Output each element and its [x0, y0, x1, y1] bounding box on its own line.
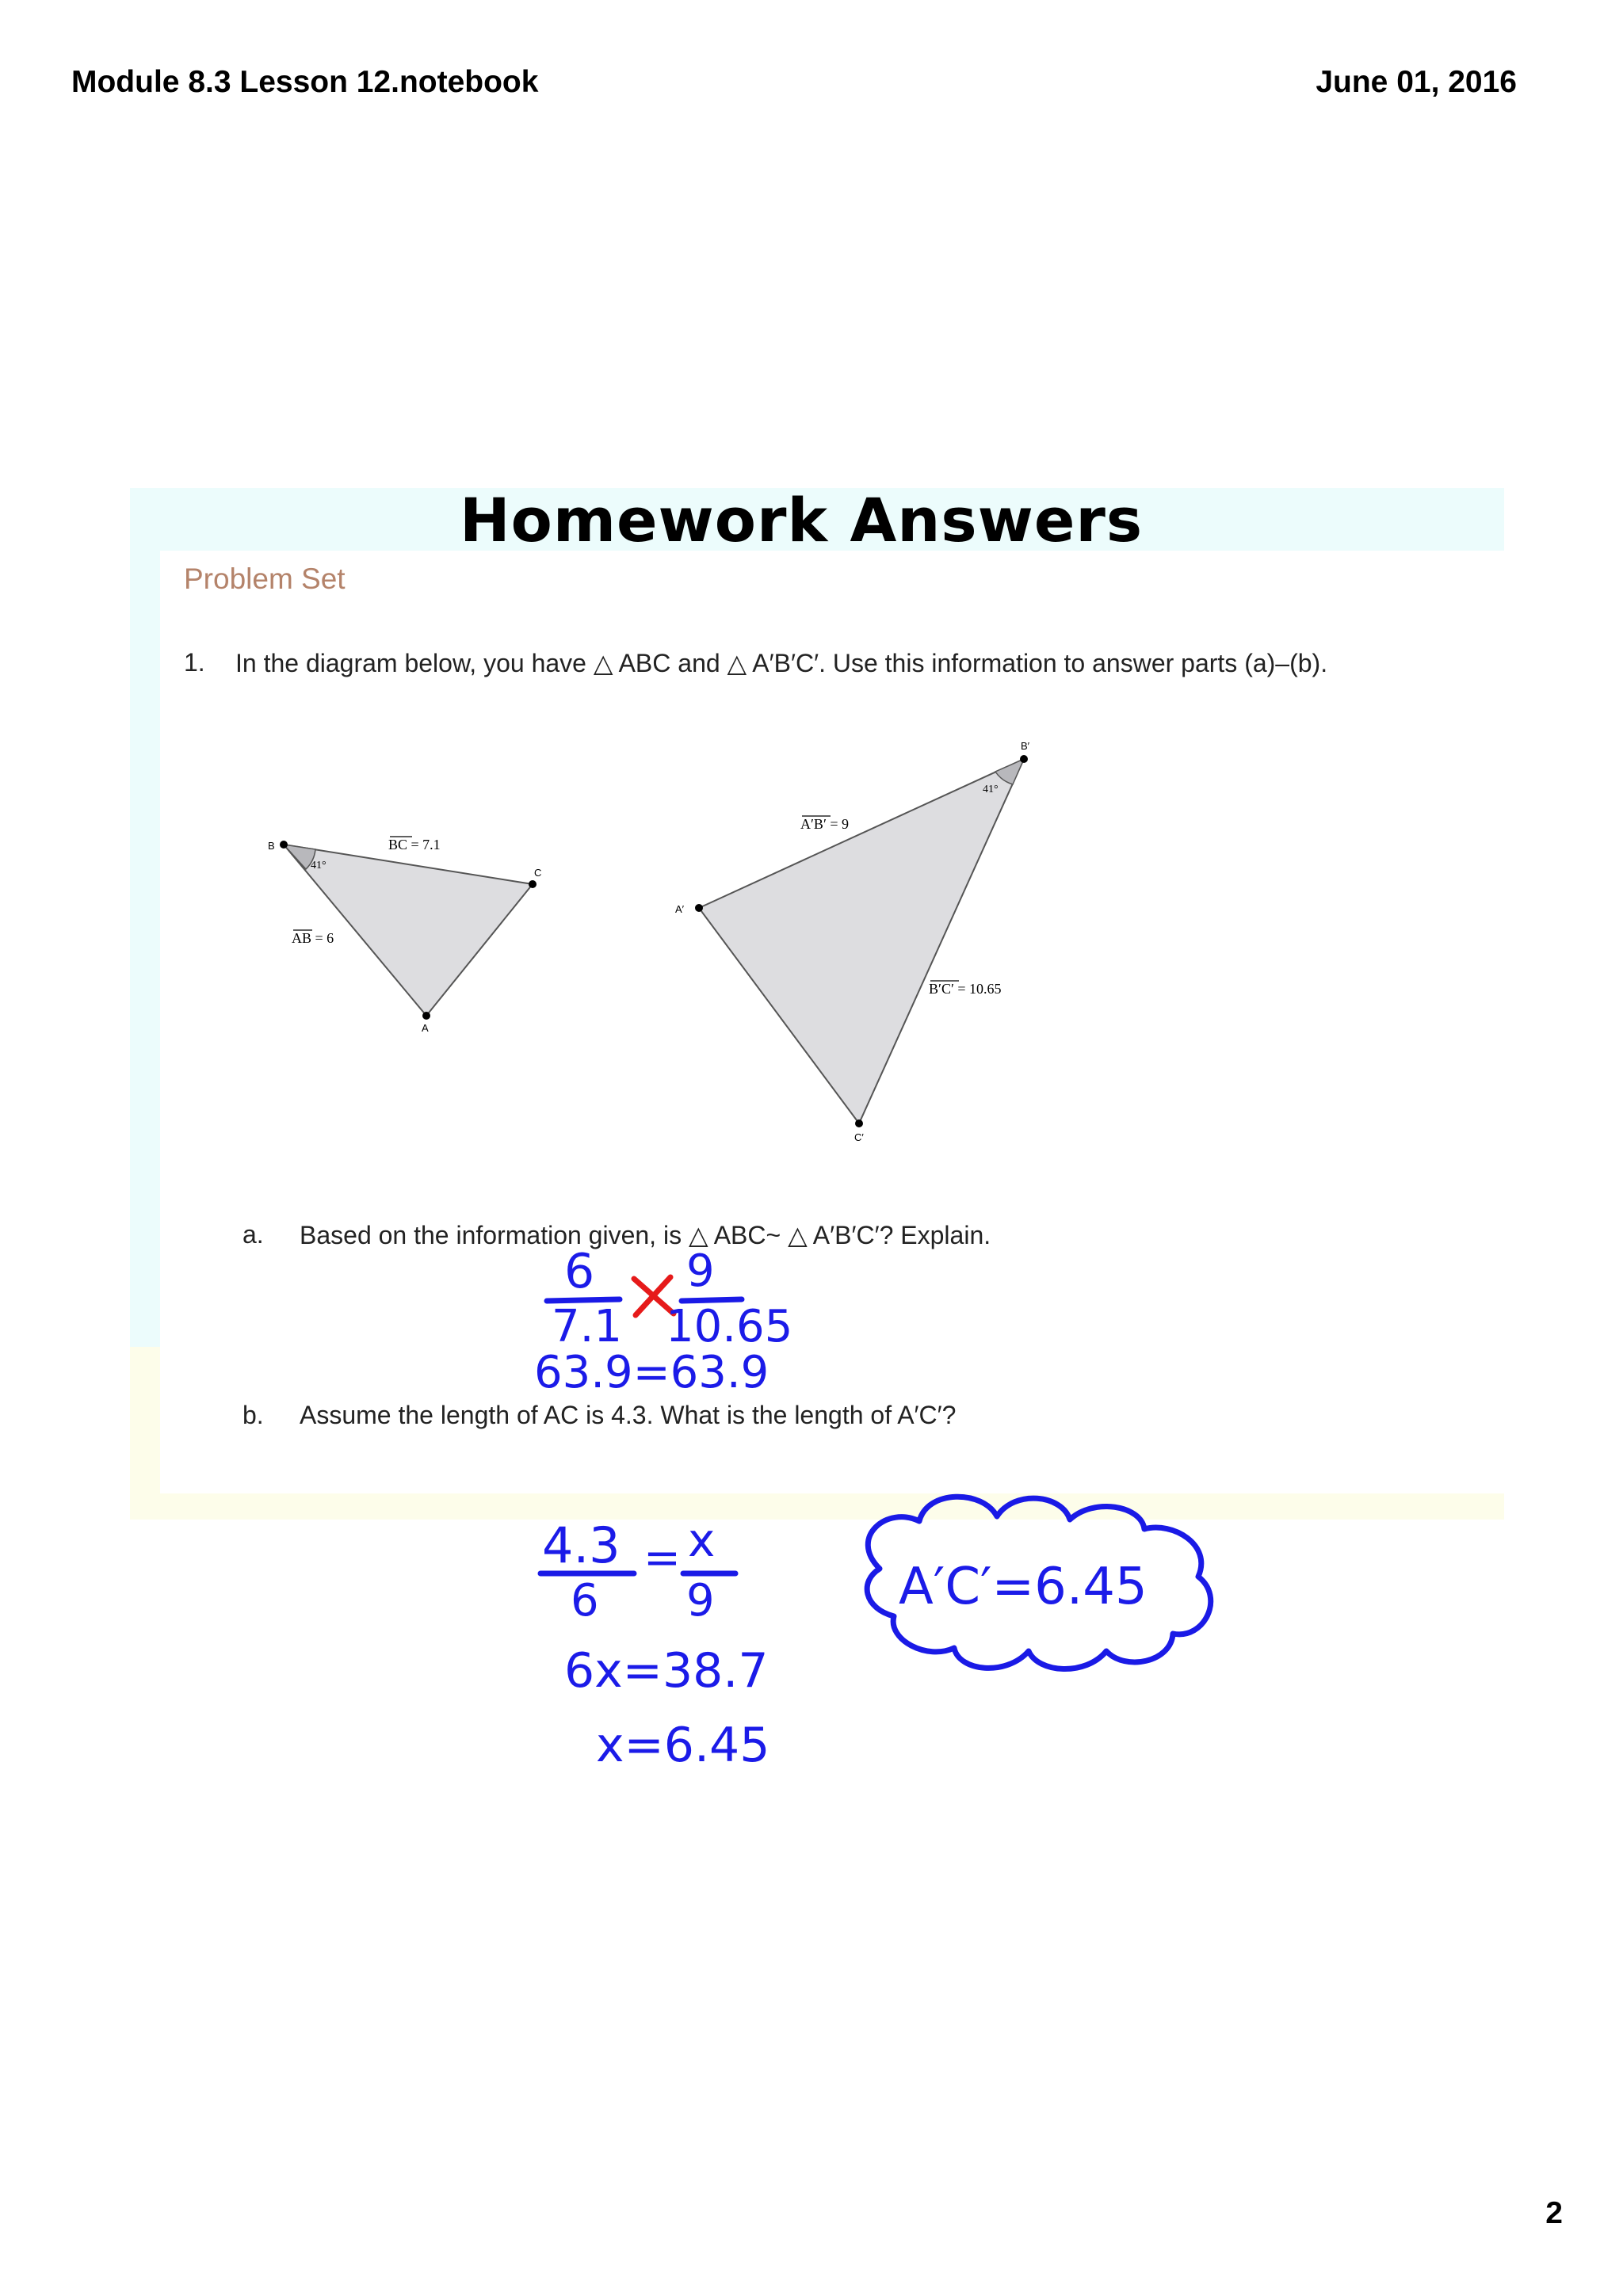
small-vertex-b-label: B — [268, 840, 275, 852]
large-vertex-c-dot — [855, 1119, 863, 1127]
hand-a-den-right: 10.65 — [666, 1301, 793, 1352]
large-vertex-a-label: A′ — [675, 903, 685, 915]
small-vertex-c-label: C — [534, 867, 542, 879]
large-vertex-b-label: B′ — [1021, 740, 1030, 752]
small-vertex-a-dot — [422, 1012, 430, 1020]
large-angle-label: 41° — [983, 784, 999, 795]
small-side-bc-label: BC = 7.1 — [388, 837, 441, 852]
part-a-letter: a. — [242, 1220, 264, 1249]
hand-b-answer: A′C′=6.45 — [899, 1558, 1148, 1616]
hand-b-num-left: 4.3 — [542, 1516, 621, 1574]
large-side-ab-label: A′B′ = 9 — [800, 816, 850, 832]
hand-b-step-1: 6x=38.7 — [564, 1643, 769, 1699]
small-angle-label: 41° — [311, 860, 327, 871]
small-vertex-b-dot — [280, 841, 288, 849]
question-1-number: 1. — [184, 648, 205, 677]
question-1-text: In the diagram below, you have △ ABC and △ A′B′C′. Use this information to answer parts (a)–(b). — [235, 649, 1328, 677]
hand-b-step-2: x=6.45 — [596, 1718, 770, 1773]
hand-a-cross-products: 63.9=63.9 — [534, 1347, 769, 1398]
hand-b-den-left: 6 — [571, 1575, 599, 1627]
page-number: 2 — [1545, 2196, 1563, 2230]
page-date: June 01, 2016 — [1316, 65, 1517, 99]
hand-b-num-right: x — [688, 1513, 716, 1567]
part-b-text: Assume the length of AC is 4.3. What is the length of A′C′? — [300, 1401, 957, 1429]
slide-title: Homework Answers — [460, 485, 1144, 555]
hand-b-equals: = — [643, 1532, 681, 1584]
hand-a-num-left: 6 — [564, 1244, 595, 1299]
part-a-text: Based on the information given, is △ ABC~ △ A′B′C′? Explain. — [300, 1221, 991, 1249]
hand-a-num-right: 9 — [686, 1245, 715, 1297]
large-triangle — [699, 759, 1024, 1123]
problem-set-heading: Problem Set — [184, 563, 346, 595]
hand-a-den-left: 7.1 — [552, 1301, 623, 1352]
part-b-letter: b. — [242, 1401, 264, 1429]
large-side-bc-label: B′C′ = 10.65 — [929, 981, 1002, 997]
large-vertex-c-label: C′ — [854, 1131, 864, 1143]
large-vertex-a-dot — [695, 904, 703, 912]
hand-b-den-right: 9 — [686, 1575, 715, 1627]
small-vertex-c-dot — [529, 880, 537, 888]
notebook-title: Module 8.3 Lesson 12.notebook — [71, 65, 539, 99]
small-vertex-a-label: A — [422, 1022, 429, 1034]
small-side-ab-label: AB = 6 — [292, 930, 334, 946]
large-vertex-b-dot — [1020, 755, 1028, 763]
